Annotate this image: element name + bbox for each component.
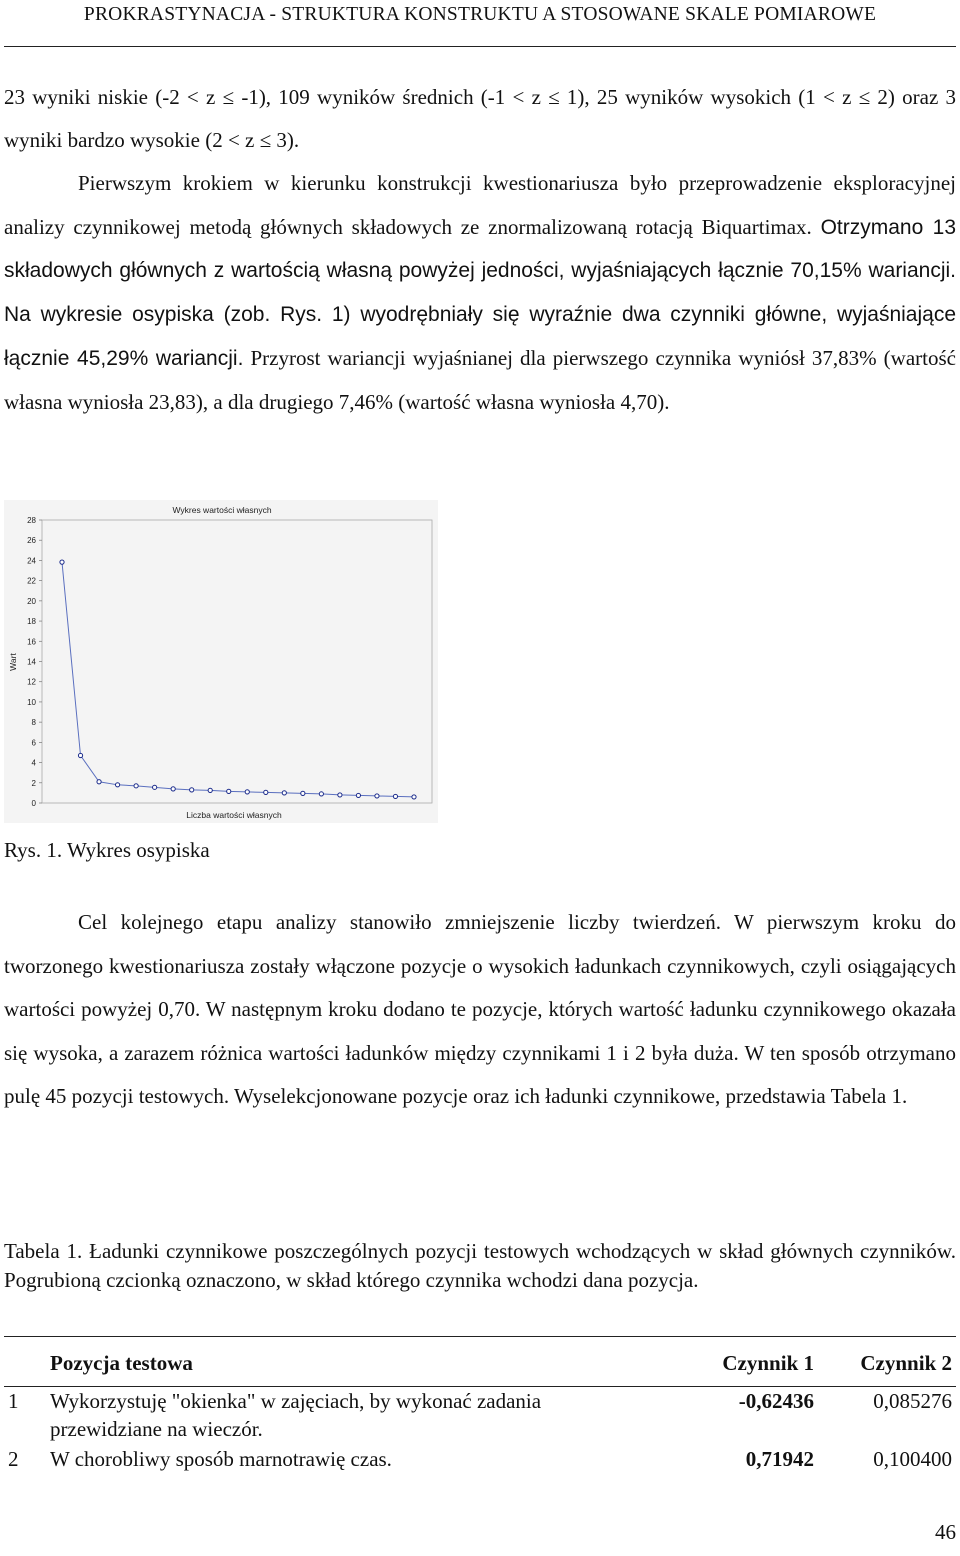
table-caption: Tabela 1. Ładunki czynnikowe poszczególnych pozycji testowych wchodzących w skład głównych czynników. Pogrubioną czcionką oznaczono, w skład którego czynnika wchodzi dana pozycja. — [4, 1239, 956, 1292]
y-tick-label: 16 — [27, 637, 36, 647]
y-tick-label: 22 — [27, 576, 36, 586]
paragraph-factor-analysis-part3: Przyrost wariancji wyjaśnianej dla pierwszego czynnika wyniósł 37,83% (wartość własna wyniosła 23,83), a dla drugiego 7,46% (wartość własna wyniosła 4,70). — [4, 345, 956, 414]
table-row-2-factor2: 0,100400 — [873, 1447, 952, 1471]
scree-plot — [4, 500, 438, 823]
table-row-1-factor2: 0,085276 — [873, 1389, 952, 1413]
y-tick-label: 6 — [31, 738, 36, 748]
plot-area — [42, 520, 432, 803]
paragraph-score-distribution: 23 wyniki niskie (-2 < z ≤ -1), 109 wyników średnich (-1 < z ≤ 1), 25 wyników wysokich (1 < z ≤ 2) oraz 3 wyniki bardzo wysokie (2 < z ≤ 3). — [4, 85, 956, 152]
table-top-rule — [4, 1336, 956, 1337]
data-point — [60, 560, 64, 564]
data-point — [338, 793, 342, 797]
data-point — [227, 789, 231, 793]
table-header-factor2: Czynnik 2 — [860, 1351, 952, 1375]
y-tick-label: 14 — [27, 657, 36, 667]
data-point — [134, 784, 138, 788]
table-header-rule — [4, 1386, 956, 1387]
table-row-1-item-line1: Wykorzystuję "okienka" w zajęciach, by wykonać zadania — [50, 1389, 542, 1413]
y-tick-label: 18 — [27, 617, 36, 627]
data-point — [245, 790, 249, 794]
table-row-2-number: 2 — [8, 1447, 19, 1471]
table-row-2-item-line1: W chorobliwy sposób marnotrawię czas. — [50, 1447, 392, 1471]
y-tick-label: 12 — [27, 677, 36, 687]
paragraph-factor-analysis-part1: Pierwszym krokiem w kierunku konstrukcji kwestionariusza było przeprowadzenie eksploracyjnej analizy czynnikowej metodą głównych składowych ze znormalizowaną rotacją Biquartimax. — [4, 171, 956, 239]
chart-title: Wykres wartości własnych — [172, 505, 272, 515]
table-row-1-number: 1 — [8, 1389, 19, 1413]
data-point — [78, 753, 82, 757]
table-header-factor1: Czynnik 1 — [722, 1351, 814, 1375]
y-tick-label: 28 — [27, 516, 36, 525]
data-point — [264, 790, 268, 794]
y-tick-label: 24 — [27, 556, 36, 566]
header-rule — [4, 46, 956, 47]
chart-y-axis-label: Wart — [8, 653, 18, 671]
figure-caption: Rys. 1. Wykres osypiska — [4, 838, 210, 862]
data-point — [412, 795, 416, 799]
y-tick-label: 2 — [31, 778, 36, 788]
y-tick-label: 26 — [27, 536, 36, 546]
data-point — [319, 792, 323, 796]
data-point — [153, 785, 157, 789]
data-point — [356, 793, 360, 797]
paragraph-factor-analysis-part2: Otrzymano 13 składowych głównych z wartością własną powyżej jedności, wyjaśniających łącznie 70,15% wariancji. Na wykresie osypiska (zob. Rys. 1) wyodrębniały się wyraźnie dwa czynniki główne, wyjaśniające łącznie 45,29% wariancji. — [4, 215, 957, 370]
data-point — [97, 780, 101, 784]
data-point — [375, 794, 379, 798]
y-tick-label: 0 — [31, 799, 36, 808]
data-point — [282, 791, 286, 795]
data-point — [190, 788, 194, 792]
data-point — [171, 787, 175, 791]
paragraph-item-reduction: Cel kolejnego etapu analizy stanowiło zmniejszenie liczby twierdzeń. W pierwszym kroku do tworzonego kwestionariusza zostały włączone pozycje o wysokich ładunkach czynnikowych, czyli osiągających wartości powyżej 0,70. W następnym kroku dodano te pozycje, których wartość ładunku czynnikowego okazała się wysoka, a zarazem różnica wartości ładunków między czynnikami 1 i 2 była duża. W ten sposób otrzymano pulę 45 pozycji testowych. Wyselekcjonowane pozycje oraz ich ładunki czynnikowe, przedstawia Tabela 1. — [4, 910, 956, 1108]
y-tick-label: 8 — [31, 718, 36, 728]
y-tick-label: 10 — [27, 697, 36, 707]
y-axis-ticks — [27, 516, 42, 808]
table-row-2-factor1: 0,71942 — [745, 1447, 814, 1471]
chart-x-axis-label: Liczba wartości własnych — [186, 810, 282, 820]
data-point — [393, 794, 397, 798]
page-number: 46 — [935, 1520, 956, 1544]
data-point — [301, 791, 305, 795]
data-point — [208, 788, 212, 792]
scree-plot-svg — [4, 500, 438, 823]
data-point — [115, 783, 119, 787]
table-row-1-factor1: -0,62436 — [738, 1389, 814, 1413]
y-tick-label: 4 — [31, 758, 36, 768]
running-header: PROKRASTYNACJA - STRUKTURA KONSTRUKTU A STOSOWANE SKALE POMIAROWE — [83, 4, 877, 25]
paragraph-factor-analysis — [4, 162, 956, 424]
table-header-item: Pozycja testowa — [50, 1351, 193, 1375]
table-row-1-item-line2: przewidziane na wieczór. — [50, 1417, 263, 1441]
y-tick-label: 20 — [27, 596, 36, 606]
